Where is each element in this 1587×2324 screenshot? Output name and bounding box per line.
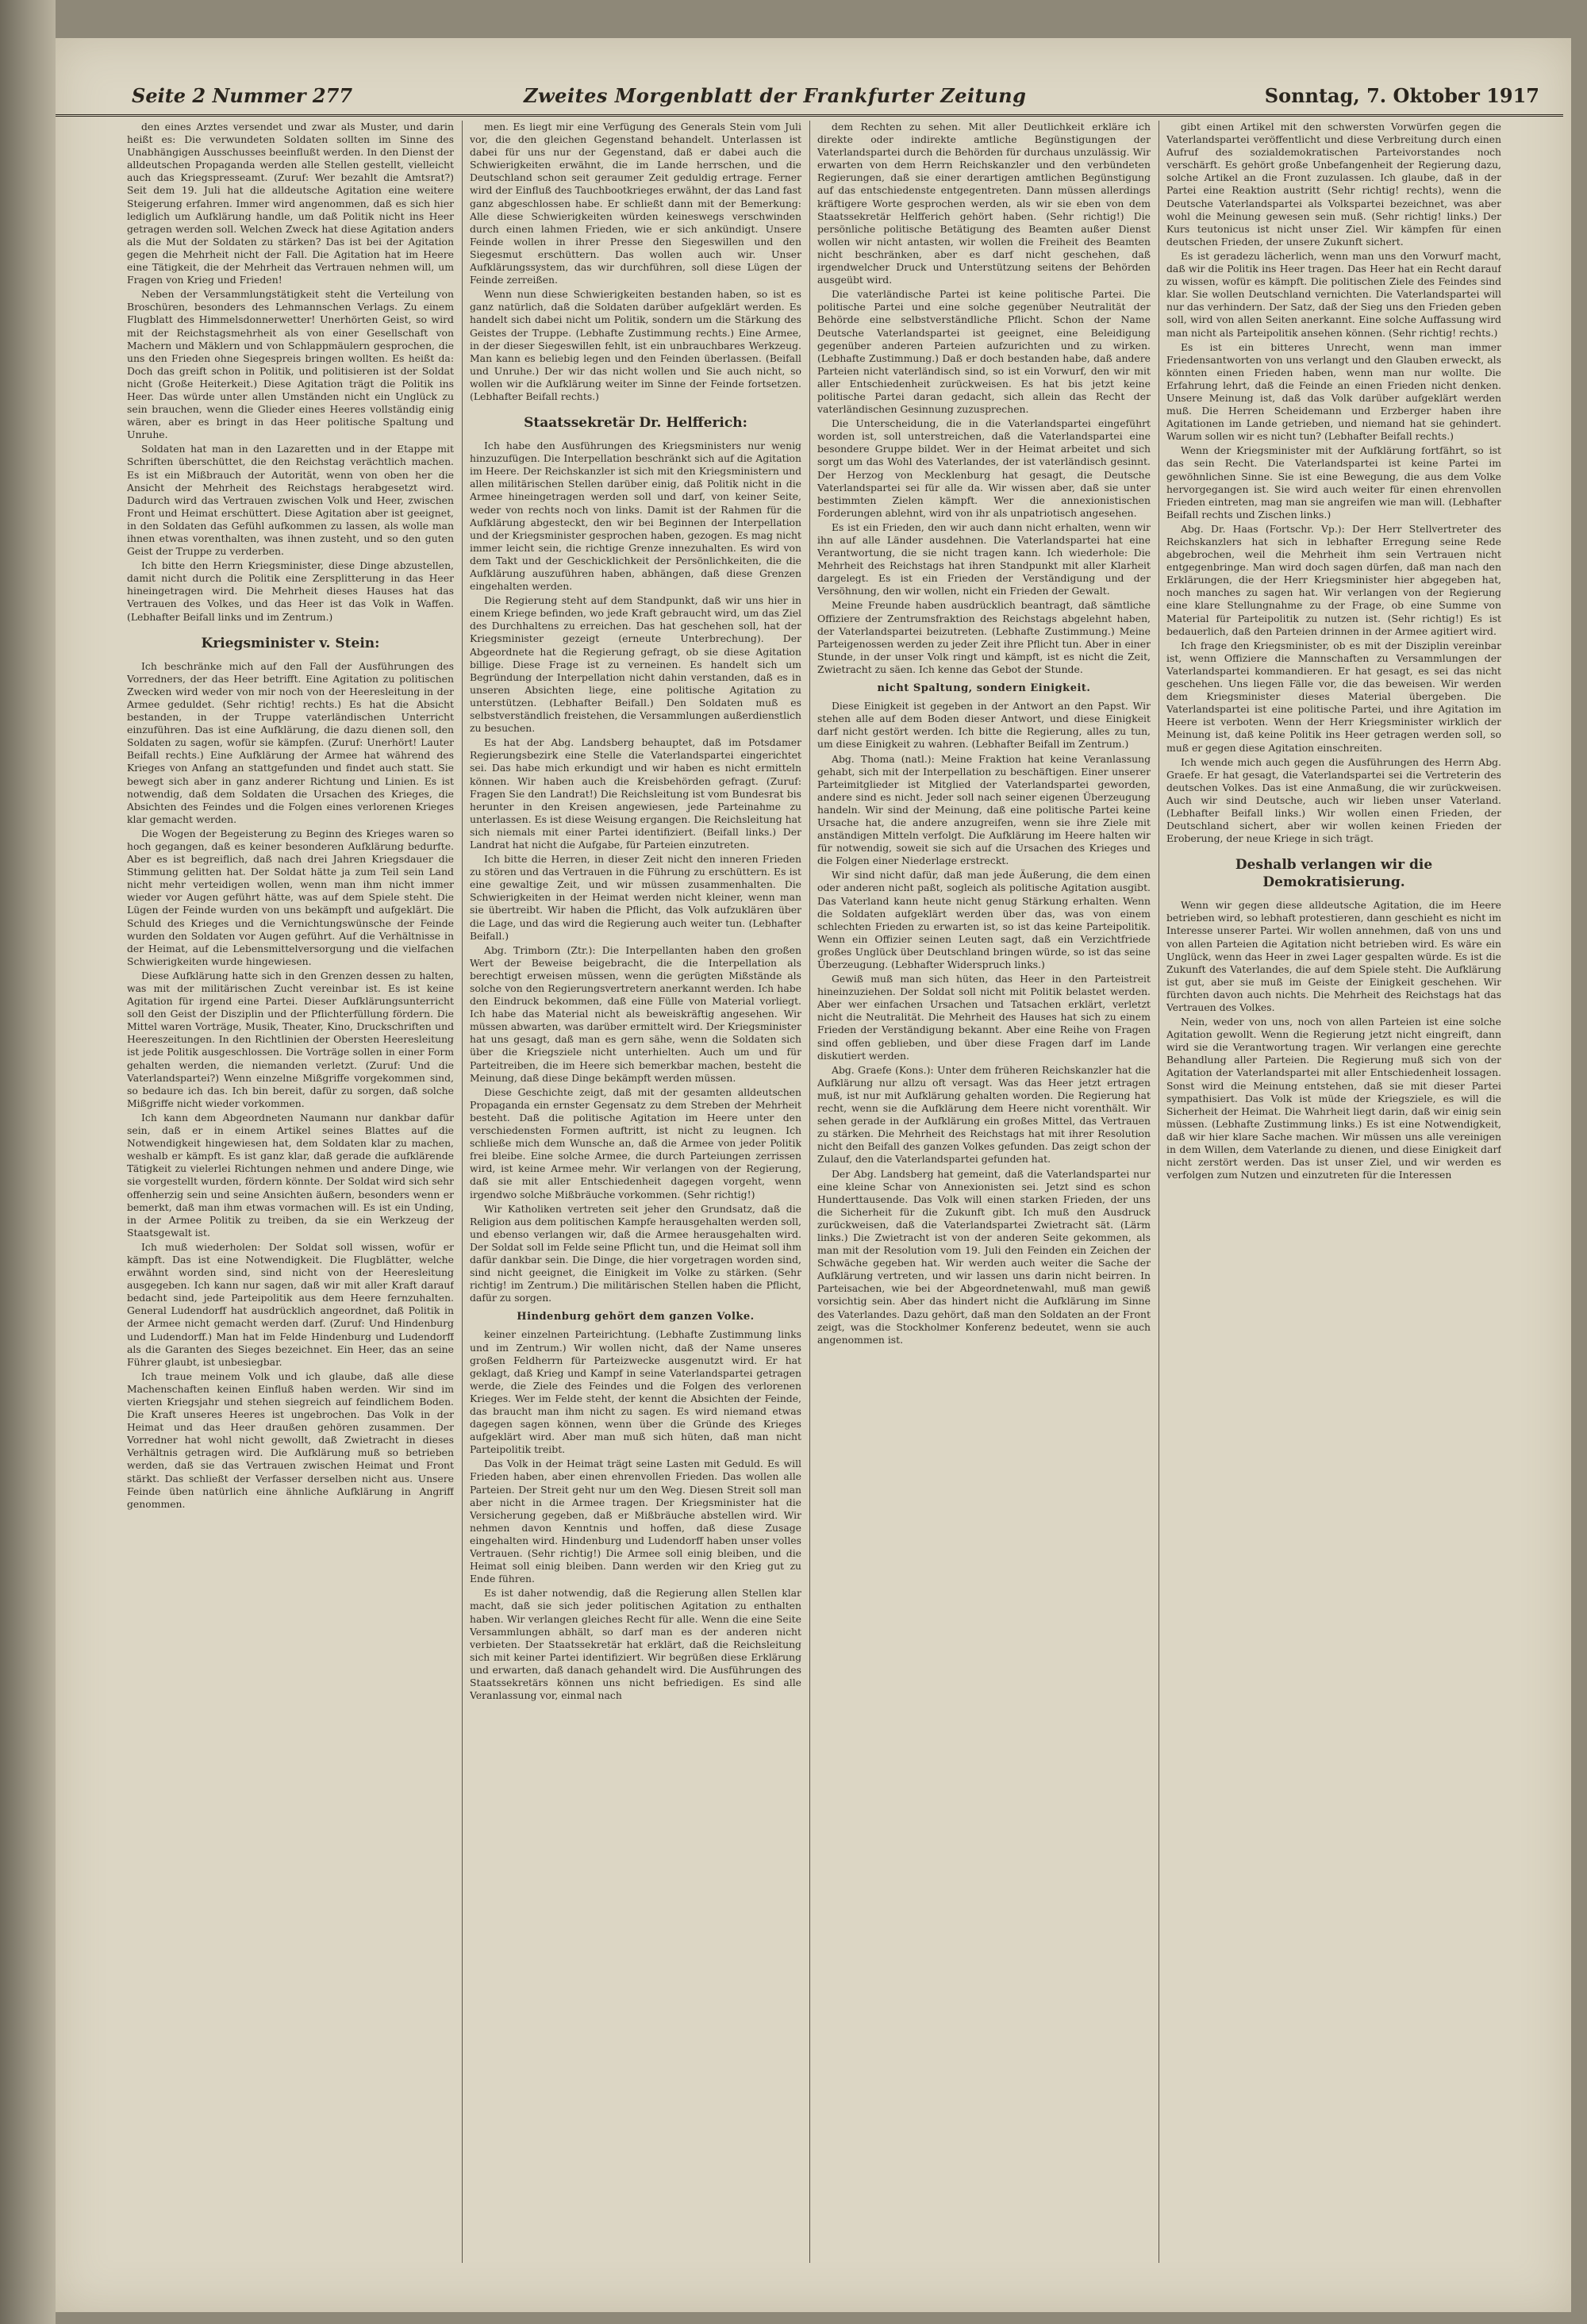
paragraph: Abg. Dr. Haas (Fortschr. Vp.): Der Herr Stellvertreter des Reichskanzlers hat sich in lebhafter Erregung seine Rede abgebrochen, weil die Mehrheit ihm sein Vertrauen nicht entgegenbringe. Man wird doch sagen dürfen, daß man nach den Erklärungen, die der Herr Kriegsminister hier abgegeben hat, noch manches zu sagen hat. Wir verlangen von der Regierung eine klare Stellungnahme zu der Frage, ob eine Summe von Material für Parteipolitik zu nutzen ist. (Sehr richtig!) Es ist bedauerlich, daß den Parteien drinnen in der Armee agitiert wird. bbox=[1166, 522, 1501, 637]
newspaper-title: Zweites Morgenblatt der Frankfurter Zeitung bbox=[524, 84, 1027, 107]
paragraph: men. Es liegt mir eine Verfügung des Generals Stein vom Juli vor, die den gleichen Gegenstand behandelt. Unterlassen ist dabei für uns nur der Gegenstand, daß er dabei auch die Schwierigkeiten erwähnt, die im Lande herrschen, und die Deutschland schon seit geraumer Zeit geduldig ertrage. Ferner wird der Einfluß des Tauchbootkrieges erwähnt, der das Land fast ganz abgeschlossen habe. Er schließt dann mit der Bemerkung: Alle diese Schwierigkeiten würden keineswegs verschwinden durch einen lahmen Frieden, wie er sich ankündigt. Unsere Feinde wollen in ihrer Presse den Siegeswillen und den Siegesmut erschüttern. Das wollen auch wir. Unser Aufklärungssystem, das wir durchführen, soll diese Lügen der Feinde zerreißen. bbox=[470, 121, 801, 286]
paragraph: den eines Arztes versendet und zwar als Muster, und darin heißt es: Die verwundeten Soldaten sollten im Sinne des Unabhängigen Ausschusses beeinflußt werden. In den Dienst der alldeutschen Propaganda werden alle Stellen gestellt, vielleicht auch das Kriegspresseamt. (Zuruf: Wer bezahlt die Amtsrat?) Seit dem 19. Juli hat die alldeutsche Agitation eine weitere Steigerung erfahren. Immer wird angenommen, daß es sich hier lediglich um Aufklärung handle, um daß Politik nicht ins Heer getragen werden soll. Welchen Zweck hat diese Agitation anders als die Mut der Soldaten zu stärken? Das ist bei der Agitation gegen die Mehrheit nicht der Fall. Die Agitation hat im Heere eine Tätigkeit, die der Mehrheit das Vertrauen nehmen will, um Fragen von Krieg und Frieden! bbox=[127, 121, 454, 286]
paragraph: dem Rechten zu sehen. Mit aller Deutlichkeit erkläre ich direkte oder indirekte amtliche Begünstigungen der Vaterlandspartei durch die Behörden für durchaus unzulässig. Wir erwarten von dem Herrn Reichskanzler und den verbündeten Regierungen, daß sie einer derartigen amtlichen Begünstigung auf das entschiedenste entgegentreten. Dann müssen allerdings kräftigere Worte gesprochen werden, als wir sie eben von dem Staatssekretär Helfferich gehört haben. (Sehr richtig!) Die persönliche politische Betätigung des Beamten außer Dienst wollen wir nicht antasten, wir wollen die Freiheit des Beamten nicht beschränken, aber es darf nicht geschehen, daß irgendwelcher Druck und Unterstützung seitens der Behörden ausgeübt wird. bbox=[817, 121, 1151, 286]
paragraph: Ich traue meinem Volk und ich glaube, daß alle diese Machenschaften keinen Einfluß haben werden. Wir sind im vierten Kriegsjahr und stehen siegreich auf feindlichem Boden. Die Kraft unseres Heeres ist ungebrochen. Das Volk in der Heimat und das Heer draußen gehören zusammen. Der Vorredner hat wohl nicht gewollt, daß Zwietracht in dieses Verhältnis getragen wird. Die Aufklärung muß so betrieben werden, daß sie das Vertrauen zwischen Heimat und Front stärkt. Das schließt der Verfasser derselben nicht aus. Unsere Feinde üben natürlich eine ähnliche Aufklärung in Angriff genommen. bbox=[127, 1369, 454, 1510]
subheading: nicht Spaltung, sondern Einigkeit. bbox=[877, 682, 1091, 695]
masthead bbox=[56, 79, 1563, 117]
paragraph: Es ist ein bitteres Unrecht, wenn man immer Friedensantworten von uns verlangt und den Glauben erweckt, als könnten einen Frieden haben, wenn man nur wollte. Die Erfahrung lehrt, daß die Feinde an einen Frieden nicht denken. Unsere Meinung ist, daß das Volk darüber aufgeklärt werden muß. Die Herren Scheidemann und Erzberger haben ihre Agitationen im Lande getrieben, und niemand hat sie gehindert. Warum sollen wir es nicht tun? (Lebhafter Beifall rechts.) bbox=[1166, 340, 1501, 443]
paragraph: Ich beschränke mich auf den Fall der Ausführungen des Vorredners, der das Heer betrifft. Eine Agitation zu politischen Zwecken wird weder von mir noch von der Heeresleitung in der Armee geduldet. (Sehr richtig! rechts.) Es hat die Absicht bestanden, in der Truppe vaterländischen Unterricht einzuführen. Das ist eine Aufklärung, die dazu dienen soll, den Soldaten zu sagen, wofür sie kämpfen. (Zuruf: Unerhört! Lauter Beifall rechts.) Eine Aufklärung der Armee hat während des Krieges von Anfang an stattgefunden und findet auch statt. Sie bewegt sich aber in ganz anderer Richtung und Linien. Es ist notwendig, daß dem Soldaten die Ursachen des Krieges, die Absichten des Feindes und die Folgen eines verlorenen Krieges klar gemacht werden. bbox=[127, 659, 454, 825]
paragraph: Ich muß wiederholen: Der Soldat soll wissen, wofür er kämpft. Das ist eine Notwendigkeit. Die Flugblätter, welche erwähnt worden sind, sind nicht von der Heeresleitung ausgegeben. Ich kann nur sagen, daß wir mit aller Kraft darauf bedacht sind, jede Parteipolitik aus dem Heere fernzuhalten. General Ludendorff hat ausdrücklich angeordnet, daß Politik in der Armee nicht gemacht werden darf. (Zuruf: Und Hindenburg und Ludendorff.) Man hat im Felde Hindenburg und Ludendorff als die Garanten des Sieges bezeichnet. Ein Heer, das an seine Führer glaubt, ist unbesiegbar. bbox=[127, 1240, 454, 1368]
paragraph: Es ist ein Frieden, den wir auch dann nicht erhalten, wenn wir ihn auf alle Länder ausdehnen. Die Vaterlandspartei hat eine Verantwortung, die sie nicht tragen kann. Ich wiederhole: Die Mehrheit des Reichstags hat ihren Standpunkt mit aller Klarheit dargelegt. Es ist ein Frieden der Verständigung und der Versöhnung, den wir wollen, nicht ein Frieden der Gewalt. bbox=[817, 520, 1151, 597]
paragraph: Ich bitte die Herren, in dieser Zeit nicht den inneren Frieden zu stören und das Vertrauen in die Führung zu erschüttern. Es ist eine gewaltige Zeit, und wir müssen zusammenhalten. Die Schwierigkeiten in der Heimat werden nicht kleiner, wenn man sie übertreibt. Wir haben die Pflicht, das Volk aufzuklären über die Lage, und das wird die Regierung auch weiter tun. (Lebhafter Beifall.) bbox=[470, 853, 801, 942]
page-number: Seite 2 Nummer 277 bbox=[132, 84, 353, 107]
paragraph: Es ist geradezu lächerlich, wenn man uns den Vorwurf macht, daß wir die Politik ins Heer tragen. Das Heer hat ein Recht darauf zu wissen, wofür es kämpft. Die politischen Ziele des Feindes sind klar. Sie wollen Deutschland vernichten. Die Vaterlandspartei will nur das verhindern. Der Satz, daß der Sieg uns den Frieden geben soll, wird von allen Seiten anerkannt. Eine solche Auffassung wird man nicht als Parteipolitik ansehen können. (Sehr richtig! rechts.) bbox=[1166, 249, 1501, 339]
paragraph: Abg. Trimborn (Ztr.): Die Interpellanten haben den großen Wert der Beweise beigebracht, die die Interpellation als berechtigt erweisen müssen, wenn die gerügten Mißstände als solche von den Regierungsvertretern anerkannt werden. Ich habe den Eindruck bekommen, daß eine Fülle von Material vorliegt. Ich habe das Material nicht als beweiskräftig angesehen. Wir müssen abwarten, was darüber ermittelt wird. Der Kriegsminister hat uns gesagt, daß man es gern sähe, wenn die Soldaten sich über die Kriegsziele nicht unterhielten. Auch um und für Parteitreiben, die im Heere sich bemerkbar machen, besteht die Meinung, daß diese Dinge bekämpft werden müssen. bbox=[470, 943, 801, 1084]
book-spine bbox=[0, 0, 56, 2324]
column-rule-1 bbox=[462, 121, 463, 2263]
paragraph: Die Wogen der Begeisterung zu Beginn des Krieges waren so hoch gegangen, daß es keiner besonderen Aufklärung bedurfte. Aber es ist begreiflich, daß nach drei Jahren Kriegsdauer die Stimmung gelitten hat. Der Soldat hätte ja zum Teil sein Land nicht mehr verteidigen wollen, wenn man ihm nicht immer wieder vor Augen geführt hätte, was auf dem Spiele steht. Die Lügen der Feinde wurden von uns bekämpft und aufgeklärt. Die Schuld des Krieges und die Vernichtungswünsche der Feinde wurden den Soldaten vor Augen geführt. Auf die Verhältnisse in der Heimat, auf die Lebensmittelversorgung und die vielfachen Schwierigkeiten wurde hingewiesen. bbox=[127, 827, 454, 967]
paragraph: Wir Katholiken vertreten seit jeher den Grundsatz, daß die Religion aus dem politischen Kampfe herausgehalten werden soll, und ebenso verlangen wir, daß die Armee herausgehalten wird. Der Soldat soll im Felde seine Pflicht tun, und die Heimat soll ihm dafür dankbar sein. Die Dinge, die hier vorgetragen worden sind, sind nicht geeignet, die Einigkeit im Volke zu stärken. (Sehr richtig! im Zentrum.) Die militärischen Stellen haben die Pflicht, dafür zu sorgen. bbox=[470, 1202, 801, 1304]
paragraph: Wenn wir gegen diese alldeutsche Agitation, die im Heere betrieben wird, so lebhaft protestieren, dann geschieht es nicht im Interesse unserer Partei. Wir wollen annehmen, daß von uns und von allen Parteien die Agitation nicht betrieben wird. Es wäre ein Unglück, wenn das Heer in zwei Lager gespalten würde. Es ist die Zukunft des Vaterlandes, die auf dem Spiele steht. Die Aufklärung ist gut, aber sie muß im Geiste der Einigkeit geschehen. Wir fürchten davon auch nichts. Die Mehrheit des Reichstags hat das Vertrauen des Volkes. bbox=[1166, 899, 1501, 1013]
paragraph: Neben der Versammlungstätigkeit steht die Verteilung von Broschüren, besonders des Lehmannschen Verlags. Zu einem Flugblatt des Himmelsdonnerwetter! Unerhörten Geist, so wird mit der Reichstagsmehrheit als von einer Gesellschaft von Machern und Mäklern und von Schlappmäulern gesprochen, die uns den Frieden ohne Siegespreis bringen wollten. Es heißt da: Doch das greift schon in Politik, und politisieren ist der Soldat nicht (Große Heiterkeit.) Diese Agitation trägt die Politik ins Heer. Das würde unter allen Umständen nicht ein Unglück zu sein brauchen, wenn die Glieder eines Heeres vollständig einig wären, aber es bringt in das Heer politische Spaltung und Unruhe. bbox=[127, 288, 454, 441]
paragraph: Diese Einigkeit ist gegeben in der Antwort an den Papst. Wir stehen alle auf dem Boden dieser Antwort, und diese Einigkeit darf nicht gestört werden. Ich bitte die Regierung, alles zu tun, um diese Einigkeit zu wahren. (Lebhafter Beifall im Zentrum.) bbox=[817, 700, 1151, 751]
section-heading: Kriegsminister v. Stein: bbox=[201, 635, 380, 651]
paragraph: gibt einen Artikel mit den schwersten Vorwürfen gegen die Vaterlandspartei veröffentlicht und diese Verbreitung durch einen Aufruf des sozialdemokratischen Parteivorstandes noch verschärft. Es gehört große Unbefangenheit der Regierung dazu, solche Artikel an die Front zuzulassen. Ich glaube, daß in der Partei eine Reaktion austritt (Sehr richtig! rechts), wenn die Deutsche Vaterlandspartei als Volkspartei bezeichnet, was aber wohl die Meinung gewesen sein muß. (Sehr richtig! links.) Der Kurs teutonicus ist nicht unser Ziel. Wir kämpfen für einen deutschen Frieden, der unsere Zukunft sichert. bbox=[1166, 121, 1501, 248]
column-rule-2 bbox=[809, 121, 810, 2263]
text-column-1 bbox=[127, 121, 454, 2279]
paragraph: Der Abg. Landsberg hat gemeint, daß die Vaterlandspartei nur eine kleine Schar von Annexionisten sei. Jetzt sind es schon Hunderttausende. Das Volk will einen starken Frieden, der uns die Sicherheit für die Zukunft gibt. Ich muß den Ausdruck zurückweisen, daß die Vaterlandspartei Zwietracht sät. (Lärm links.) Die Zwietracht ist von der anderen Seite gekommen, als man mit der Resolution vom 19. Juli den Feinden ein Zeichen der Schwäche gegeben hat. Wir werden auch weiter die Sache der Aufklärung vertreten, und wir lassen uns darin nicht beirren. In Parteisachen, wie bei der Abgeordnetenwahl, muß man gewiß vorsichtig sein. Aber das hindert nicht die Aufklärung im Sinne des Vaterlandes. Dazu gehört, daß man den Soldaten an der Front zeigt, was die Stockholmer Konferenz bedeutet, wenn sie auch angenommen ist. bbox=[817, 1167, 1151, 1346]
paragraph: Die Regierung steht auf dem Standpunkt, daß wir uns hier in einem Kriege befinden, wo jede Kraft gebraucht wird, um das Ziel des Durchhaltens zu erreichen. Das hat geschehen soll, hat der Kriegsminister gezeigt (erneute Unterbrechung). Der Abgeordnete hat die Regierung gefragt, ob sie diese Agitation billige. Diese Frage ist zu verneinen. Es handelt sich um Begründung der Interpellation nicht dahin verstanden, daß es in unseren Absichten liege, eine politische Agitation zu unterstützen. (Lebhafter Beifall.) Den Soldaten muß es selbstverständlich freistehen, die Versammlungen außerdienstlich zu besuchen. bbox=[470, 594, 801, 735]
paragraph: Meine Freunde haben ausdrücklich beantragt, daß sämtliche Offiziere der Zentrumsfraktion des Reichstags abgelehnt haben, der Vaterlandspartei beizutreten. (Lebhafte Zustimmung.) Meine Parteigenossen werden zu jeder Zeit ihre Pflicht tun. Aber in einer Stunde, in der unser Volk ringt und kämpft, ist es nicht die Zeit, Zwietracht zu säen. Ich kenne das Gebot der Stunde. bbox=[817, 599, 1151, 675]
text-column-3 bbox=[817, 121, 1151, 2279]
paragraph: Ich wende mich auch gegen die Ausführungen des Herrn Abg. Graefe. Er hat gesagt, die Vaterlandspartei sei die Vertreterin des deutschen Volkes. Das ist eine Anmaßung, die wir zurückweisen. Auch wir sind Deutsche, auch wir lieben unser Vaterland. (Lebhafter Beifall links.) Wir wollen einen Frieden, der Deutschland sichert, aber wir wollen keinen Frieden der Eroberung, der neue Kriege in sich trägt. bbox=[1166, 755, 1501, 845]
subheading: Hindenburg gehört dem ganzen Volke. bbox=[517, 1311, 755, 1323]
paragraph: Die vaterländische Partei ist keine politische Partei. Die politische Partei und eine solche gegenüber Neutralität der Behörde eine selbstverständliche Pflicht. Schon der Name Deutsche Vaterlandspartei ist geeignet, eine Beleidigung gegenüber anderen Parteien aufzurichten und zu wirken. (Lebhafte Zustimmung.) Daß er doch bestanden habe, daß andere Parteien nicht vaterländisch sind, so ist ein Vorwurf, den wir mit aller Entschiedenheit zurückweisen. Es hat bis jetzt keine politische Partei daran gedacht, sich allein das Recht der vaterländischen Gesinnung zuzusprechen. bbox=[817, 288, 1151, 416]
paragraph: Gewiß muß man sich hüten, das Heer in den Parteistreit hineinzuziehen. Der Soldat soll nicht mit Politik belastet werden. Aber wer einfachen Ursachen und Tatsachen erklärt, verletzt nicht die Neutralität. Die Mehrheit des Hauses hat sich zu einem Frieden der Verständigung bekannt. Aber eine Reihe von Fragen sind offen geblieben, und über diese Fragen darf im Lande diskutiert werden. bbox=[817, 973, 1151, 1062]
paragraph: Wenn nun diese Schwierigkeiten bestanden haben, so ist es ganz natürlich, daß die Soldaten darüber aufgeklärt werden. Es handelt sich dabei nicht um Politik, sondern um die Stärkung des Geistes der Truppe. (Lebhafte Zustimmung rechts.) Eine Armee, in der dieser Siegeswillen fehlt, ist ein unbrauchbares Werkzeug. Man kann es beliebig legen und den Feinden überlassen. (Beifall und Unruhe.) Der wir das nicht wollen und Sie auch nicht, so wollen wir die Aufklärung weiter im Sinne der Feinde fortsetzen. (Lebhafter Beifall rechts.) bbox=[470, 288, 801, 402]
paragraph: Abg. Thoma (natl.): Meine Fraktion hat keine Veranlassung gehabt, sich mit der Interpellation zu beschäftigen. Einer unserer Parteimitglieder ist Mitglied der Vaterlandspartei geworden, andere sind es nicht. Jeder soll nach seiner eigenen Überzeugung handeln. Wir sind der Meinung, daß eine politische Partei keine Ursache hat, die andere anzugreifen, wenn sie ihre Ziele mit anständigen Mitteln verfolgt. Die Aufklärung im Heere halten wir für notwendig, soweit sie sich auf die Ursachen des Krieges und die Folgen einer Niederlage erstreckt. bbox=[817, 752, 1151, 867]
paragraph: Es hat der Abg. Landsberg behauptet, daß im Potsdamer Regierungsbezirk eine Stelle die Vaterlandspartei eingerichtet sei. Das habe mich erkundigt und wir haben es nicht ermitteln können. Wir haben auch die Kreisbehörden gefragt. (Zuruf: Fragen Sie den Landrat!) Die Reichsleitung ist vom Bundesrat bis herunter in den Kreisen angewiesen, jede Parteinahme zu unterlassen. Es ist diese Weisung ergangen. Die Reichsleitung hat sich niemals mit einer Partei identifiziert. (Beifall links.) Der Landrat hat nicht die Aufgabe, für Parteien einzutreten. bbox=[470, 736, 801, 851]
paragraph: Ich habe den Ausführungen des Kriegsministers nur wenig hinzuzufügen. Die Interpellation beschränkt sich auf die Agitation im Heere. Der Reichskanzler ist sich mit den Kriegsministern und allen militärischen Stellen darüber einig, daß Politik nicht in die Armee hineingetragen werden soll und darf, von keiner Seite, weder von rechts noch von links. Damit ist der Rahmen für die Aufklärung abgesteckt, den wir bei Beginnen der Interpellation und der Kriegsminister gesprochen haben, gezogen. Es mag nicht immer leicht sein, die richtige Grenze innezuhalten. Es wird von dem Takt und der Geschicklichkeit der Persönlichkeiten, die die Aufklärung auszuführen haben, abhängen, daß diese Grenzen eingehalten werden. bbox=[470, 440, 801, 593]
paragraph: Diese Aufklärung hatte sich in den Grenzen dessen zu halten, was mit der militärischen Zucht vereinbar ist. Es ist keine Agitation für irgend eine Partei. Dieser Aufklärungsunterricht soll den Geist der Disziplin und der Pflichterfüllung fördern. Die Mittel waren Vorträge, Musik, Theater, Kino, Druckschriften und Heereszeitungen. In den Richtlinien der Obersten Heeresleitung ist jede Politik ausgeschlossen. Die Vorträge sollen in einer Form gehalten werden, die niemanden verletzt. (Zuruf: Und die Vaterlandspartei?) Wenn einzelne Mißgriffe vorgekommen sind, so bedaure ich das. Ich bin bereit, dafür zu sorgen, daß solche Mißgriffe nicht wieder vorkommen. bbox=[127, 969, 454, 1109]
paragraph: Abg. Graefe (Kons.): Unter dem früheren Reichskanzler hat die Aufklärung nur allzu oft versagt. Was das Heer jetzt ertragen muß, ist nur mit Aufklärung gehalten worden. Die Regierung hat recht, wenn sie die Aufklärung dem Heere nicht vorenthält. Wir sehen gerade in der Aufklärung ein großes Mittel, das Vertrauen zu stärken. Die Mehrheit des Reichstags hat mit ihrer Resolution nicht den Beifall des ganzen Volkes gefunden. Das zeigt schon der Zulauf, den die Vaterlandspartei gefunden hat. bbox=[817, 1063, 1151, 1166]
section-heading: Staatssekretär Dr. Helfferich: bbox=[524, 415, 747, 432]
section-heading: Deshalb verlangen wir die Demokratisierung. bbox=[1235, 857, 1433, 891]
paragraph: Nein, weder von uns, noch von allen Parteien ist eine solche Agitation gewollt. Wenn die Regierung jetzt nicht eingreift, dann wird sie die Verantwortung tragen. Wir verlangen eine gerechte Behandlung aller Parteien. Die Regierung muß sich von der Agitation der Vaterlandspartei mit aller Entschiedenheit lossagen. Sonst wird die Meinung entstehen, daß sie mit dieser Partei sympathisiert. Das Volk ist müde der Kriegsziele, es will die Sicherheit der Heimat. Die Wahrheit liegt darin, daß wir einig sein müssen. (Lebhafte Zustimmung links.) Es ist eine Notwendigkeit, daß wir hier klare Sache machen. Wir müssen uns alle vereinigen in dem Willen, dem Vaterlande zu dienen, und diese Einigkeit darf nicht zerstört werden. Das ist unser Ziel, und wir werden es verfolgen zum Nutzen und einzutreten für die Interessen bbox=[1166, 1016, 1501, 1181]
paragraph: Wenn der Kriegsminister mit der Aufklärung fortfährt, so ist das sein Recht. Die Vaterlandspartei ist keine Partei im gewöhnlichen Sinne. Sie ist eine Bewegung, die aus dem Volke hervorgegangen ist. Sie wird auch weiter für einen ehrenvollen Frieden eintreten, mag man sie angreifen wie man will. (Lebhafter Beifall rechts und Zischen links.) bbox=[1166, 444, 1501, 520]
text-column-2 bbox=[470, 121, 801, 2279]
paragraph: Das Volk in der Heimat trägt seine Lasten mit Geduld. Es will Frieden haben, aber einen ehrenvollen Frieden. Das wollen alle Parteien. Der Streit geht nur um den Weg. Diesen Streit soll man aber nicht in die Armee tragen. Der Kriegsminister hat die Versicherung gegeben, daß er Mißbräuche abstellen wird. Wir nehmen davon Kenntnis und hoffen, daß diese Zusage eingehalten wird. Hindenburg und Ludendorff haben unser volles Vertrauen. (Sehr richtig!) Die Armee soll einig bleiben, und die Heimat soll einig bleiben. Dann werden wir den Krieg gut zu Ende führen. bbox=[470, 1458, 801, 1585]
paragraph: Es ist daher notwendig, daß die Regierung allen Stellen klar macht, daß sie sich jeder politischen Agitation zu enthalten haben. Wir verlangen gleiches Recht für alle. Wenn die eine Seite Versammlungen abhält, so darf man es der anderen nicht verbieten. Der Staatssekretär hat erklärt, daß die Reichsleitung sich mit keiner Partei identifiziert. Wir begrüßen diese Erklärung und erwarten, daß danach gehandelt wird. Die Ausführungen des Staatssekretärs können uns nicht befriedigen. Es sind alle Veranlassung vor, einmal nach bbox=[470, 1587, 801, 1702]
text-column-4 bbox=[1166, 121, 1501, 2279]
paragraph: Diese Geschichte zeigt, daß mit der gesamten alldeutschen Propaganda ein ernster Gegensatz zu dem Streben der Mehrheit besteht. Daß die politische Agitation im Heere unter den verschiedensten Formen auftritt, ist nicht zu leugnen. Ich schließe mich dem Wunsche an, daß die Armee von jeder Politik frei bleibe. Eine solche Armee, die durch Parteiungen zerrissen wird, ist keine Armee mehr. Wir verlangen von der Regierung, daß sie mit aller Entschiedenheit dagegen vorgeht, wenn irgendwo solche Mißbräuche vorkommen. (Sehr richtig!) bbox=[470, 1085, 801, 1200]
paragraph: Ich frage den Kriegsminister, ob es mit der Disziplin vereinbar ist, wenn Offiziere die Mannschaften zu Versammlungen der Vaterlandspartei kommandieren. Er hat gesagt, es sei das nicht geschehen. Uns liegen Fälle vor, die das beweisen. Wir werden dem Kriegsminister dieses Material übergeben. Die Vaterlandspartei ist eine politische Partei, und ihre Agitation im Heere ist verboten. Wenn der Herr Kriegsminister wirklich der Meinung ist, daß keine Politik ins Heer getragen werden soll, so muß er gegen diese Agitation einschreiten. bbox=[1166, 639, 1501, 754]
paragraph: keiner einzelnen Parteirichtung. (Lebhafte Zustimmung links und im Zentrum.) Wir wollen nicht, daß der Name unseres großen Feldherrn für Parteizwecke ausgenutzt wird. Er hat geklagt, daß Krieg und Kampf in seine Vaterlandspartei getragen werde, die Ziele des Feindes und die Folgen des verlorenen Krieges. Wer im Felde steht, der kennt die Absichten der Feinde, das braucht man ihm nicht zu sagen. Es wird niemand etwas dagegen sagen können, wenn über die Gründe des Krieges aufgeklärt wird. Aber man muß sich hüten, daß man nicht Parteipolitik treibt. bbox=[470, 1328, 801, 1456]
paragraph: Ich bitte den Herrn Kriegsminister, diese Dinge abzustellen, damit nicht durch die Politik eine Zersplitterung in das Heer hineingetragen wird. Die Mehrheit dieses Hauses hat das Vertrauen des Volkes, und das Heer ist das Volk in Waffen. (Lebhafter Beifall links und im Zentrum.) bbox=[127, 559, 454, 623]
issue-date: Sonntag, 7. Oktober 1917 bbox=[1264, 84, 1539, 107]
paragraph: Wir sind nicht dafür, daß man jede Äußerung, die dem einen oder anderen nicht paßt, sogleich als politische Agitation ausgibt. Das Vaterland kann heute nicht genug Stärkung erhalten. Wenn die Soldaten aufgeklärt werden über das, was von einem schlechten Frieden zu erwarten ist, so ist das keine Parteipolitik. Wenn ein Offizier seinen Leuten sagt, daß ein Verzichtfriede großes Unglück über Deutschland bringen würde, so ist das seine Überzeugung. (Lebhafter Widerspruch links.) bbox=[817, 869, 1151, 970]
paragraph: Soldaten hat man in den Lazaretten und in der Etappe mit Schriften überschüttet, die den Reichstag verächtlich machen. Es ist ein Mißbrauch der Autorität, wenn von oben her die Ansicht der Mehrheit des Reichstags herabgesetzt wird. Dadurch wird das Vertrauen zwischen Volk und Heer, zwischen Front und Heimat erschüttert. Diese Agitation aber ist geeignet, in den Soldaten das Gefühl aufkommen zu lassen, als wolle man ihnen etwas vorenthalten, was ihnen zusteht, und so den guten Geist der Truppe zu verderben. bbox=[127, 443, 454, 558]
paragraph: Die Unterscheidung, die in die Vaterlandspartei eingeführt worden ist, soll unterstreichen, daß die Vaterlandspartei eine besondere Gruppe bildet. Wer in der Heimat arbeitet und sich sorgt um das Wohl des Vaterlandes, der ist vaterländisch gesinnt. Der Herzog von Mecklenburg hat gesagt, die Deutsche Vaterlandspartei sei für alle da. Wir wissen aber, daß sie unter bestimmten Zielen kämpft. Wer die annexionistischen Forderungen ablehnt, wird von ihr als unpatriotisch angesehen. bbox=[817, 417, 1151, 519]
paragraph: Ich kann dem Abgeordneten Naumann nur dankbar dafür sein, daß er in einem Artikel seines Blattes auf die Notwendigkeit hingewiesen hat, dem Soldaten klar zu machen, weshalb er kämpft. Es ist ganz klar, daß gerade die aufklärende Tätigkeit zu vielerlei Richtungen nehmen und andere Dinge, wie sie vorgestellt wurden, fördern könnte. Der Soldat wird sich sehr offenherzig sein und seine Ansichten äußern, besonders wenn er bemerkt, daß man ihm etwas vormachen will. Es ist ein Unding, in der Armee Politik zu treiben, da sie ein Werkzeug der Staatsgewalt ist. bbox=[127, 1111, 454, 1239]
